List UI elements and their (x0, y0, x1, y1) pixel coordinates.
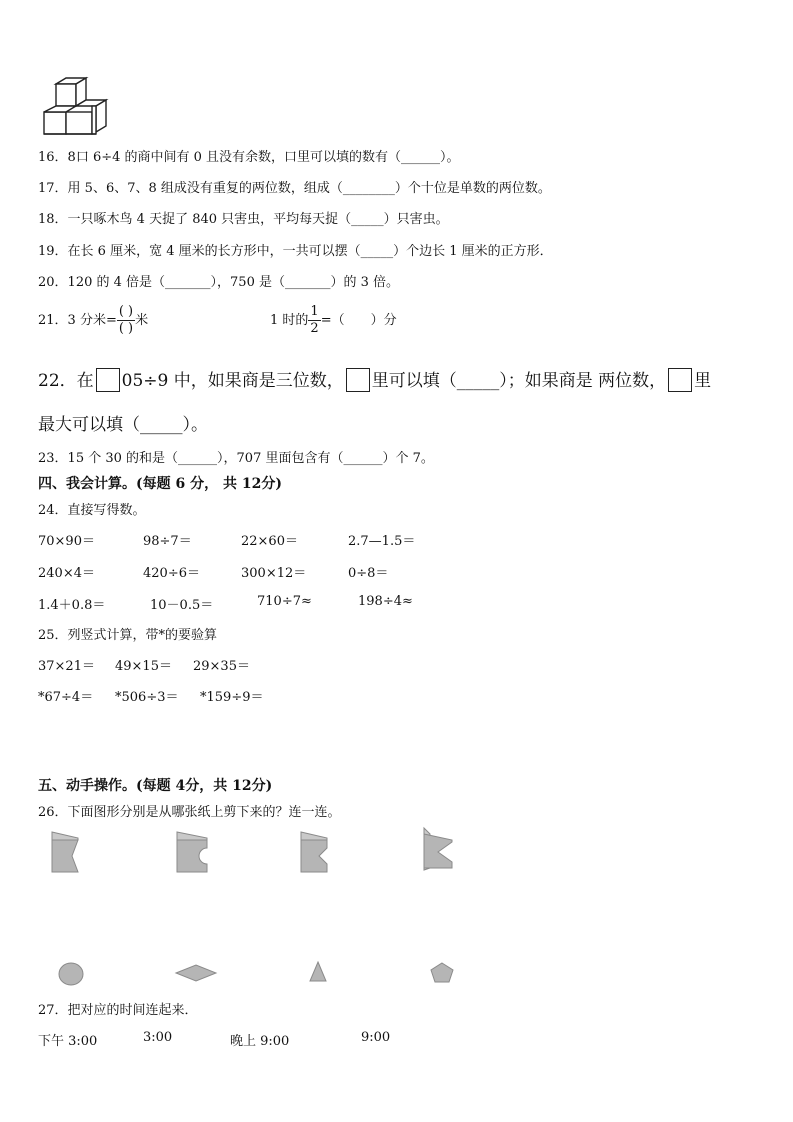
pentagon-shape (428, 960, 456, 986)
q22-blank-box-3 (668, 368, 692, 392)
cube-stack-figure (40, 76, 110, 136)
q21-fraction-1 (117, 304, 135, 337)
q22-part1: 22．在 (38, 371, 94, 391)
q21-fraction-1-numerator: ( ) (118, 304, 134, 319)
circle-shape (56, 960, 86, 988)
cut-paper-shape-3 (297, 830, 337, 874)
q22-blank-box-1 (96, 368, 120, 392)
question-22-line2: 最大可以填（_____）。 (38, 415, 208, 435)
q21-fraction-2-denominator: 2 (310, 321, 319, 336)
q24-r2-c4: 0÷8＝ (348, 566, 389, 581)
q22-part3: 里可以填（_____）；如果商是 两位数， (371, 371, 667, 391)
question-22-line1 (38, 366, 711, 392)
q25-r1-c3: 29×35＝ (193, 659, 250, 674)
question-25-title: 25．列竖式计算，带*的要验算 (38, 628, 218, 643)
q24-r1-c3: 22×60＝ (241, 534, 298, 549)
q25-r2-c1: *67÷4＝ (38, 690, 94, 705)
question-20: 20．120 的 4 倍是（_______），750 是（_______）的 3 倍。 (38, 275, 400, 290)
q25-r1-c2: 49×15＝ (115, 659, 172, 674)
time-label-1: 下午 3:00 (38, 1034, 98, 1049)
rhombus-shape (174, 962, 218, 984)
q24-r2-c3: 300×12＝ (241, 566, 307, 581)
q21-part2-prefix: 1 时的 (270, 313, 309, 328)
q21-fraction-2 (308, 304, 320, 337)
question-16: 16．8口 6÷4 的商中间有 0 且没有余数，口里可以填的数有（______）。 (38, 150, 460, 165)
question-26-title: 26．下面图形分别是从哪张纸上剪下来的？连一连。 (38, 805, 341, 820)
question-18: 18．一只啄木鸟 4 天捉了 840 只害虫，平均每天捉（_____）只害虫。 (38, 212, 449, 227)
q25-r1-c1: 37×21＝ (38, 659, 95, 674)
cut-paper-shape-1 (48, 830, 84, 874)
question-27-title: 27．把对应的时间连起来． (38, 1003, 198, 1018)
section-5-heading: 五、动手操作。(每题 4分，共 12分) (38, 778, 273, 794)
question-19: 19．在长 6 厘米，宽 4 厘米的长方形中，一共可以摆（_____）个边长 1 厘米的正方形． (38, 244, 553, 259)
section-4-heading: 四、我会计算。(每题 6 分， 共 12分) (38, 476, 282, 492)
cut-paper-shape-2 (173, 830, 213, 874)
q24-r2-c2: 420÷6＝ (143, 566, 200, 581)
question-17: 17．用 5、6、7、8 组成没有重复的两位数，组成（________）个十位是单数的两位数。 (38, 181, 551, 196)
time-label-3: 晚上 9:00 (230, 1034, 290, 1049)
q22-blank-box-2 (346, 368, 370, 392)
q22-part2: 05÷9 中，如果商是三位数， (121, 371, 344, 391)
q24-r1-c1: 70×90＝ (38, 534, 95, 549)
question-24-title: 24．直接写得数。 (38, 503, 146, 518)
q25-r2-c3: *159÷9＝ (200, 690, 264, 705)
q24-r2-c1: 240×4＝ (38, 566, 95, 581)
time-label-4: 9:00 (361, 1030, 391, 1045)
q21-part2-suffix: =（ ）分 (320, 313, 397, 328)
time-label-2: 3:00 (143, 1030, 173, 1045)
triangle-shape (306, 960, 330, 984)
q24-r3-c4: 198÷4≈ (358, 594, 413, 609)
cut-paper-shape-4 (420, 826, 460, 874)
question-23: 23．15 个 30 的和是（______），707 里面包含有（______）个 7。 (38, 451, 434, 466)
q24-r3-c1: 1.4＋0.8＝ (38, 598, 106, 613)
q21-part1-suffix: 米 (135, 313, 149, 328)
q22-part4: 里 (694, 371, 712, 391)
q21-part1-prefix: 21．3 分米= (38, 313, 117, 328)
q24-r3-c2: 10－0.5＝ (150, 598, 214, 613)
q24-r1-c2: 98÷7＝ (143, 534, 192, 549)
q25-r2-c2: *506÷3＝ (115, 690, 179, 705)
question-21-part2 (270, 304, 397, 337)
question-21-part1 (38, 304, 148, 337)
q21-fraction-2-numerator: 1 (310, 304, 319, 319)
q24-r3-c3: 710÷7≈ (257, 594, 312, 609)
q24-r1-c4: 2.7—1.5＝ (348, 534, 416, 549)
q21-fraction-1-denominator: ( ) (118, 321, 134, 336)
